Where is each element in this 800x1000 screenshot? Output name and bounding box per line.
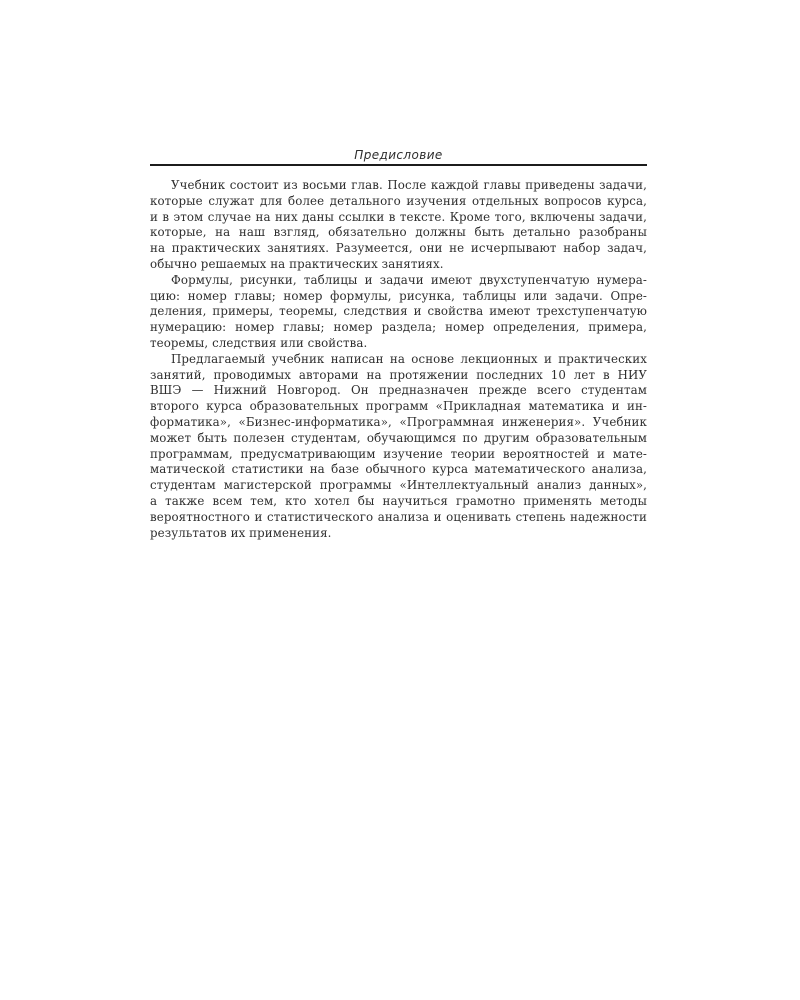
- text-line: может быть полезен студентам, обучающимся по другим образовательным: [150, 430, 647, 445]
- text-line: Учебник состоит из восьми глав. После каждой главы приведены задачи,: [171, 178, 647, 192]
- text-line: занятий, проводимых авторами на протяжении последних 10 лет в НИУ: [150, 367, 647, 382]
- text-line: цию: номер главы; номер формулы, рисунка, таблицы или задачи. Опре-: [150, 288, 647, 303]
- running-header-title: Предисловие: [354, 148, 443, 162]
- text-line: форматика», «Бизнес-информатика», «Программная инженерия». Учебник: [150, 414, 647, 429]
- paragraph: [150, 273, 647, 352]
- text-line: и в этом случае на них даны ссылки в тексте. Кроме того, включены задачи,: [150, 209, 647, 224]
- text-line: на практических занятиях. Разумеется, они не исчерпывают набор задач,: [150, 241, 647, 256]
- text-line: второго курса образовательных программ «Прикладная математика и ин-: [150, 399, 647, 414]
- text-line: вероятностного и статистического анализа и оценивать степень надежности: [150, 509, 647, 524]
- text-line: результатов их применения.: [150, 525, 332, 540]
- paragraph: [150, 352, 647, 542]
- page-content: [150, 146, 647, 541]
- text-line: нумерацию: номер главы; номер раздела; номер определения, примера,: [150, 320, 647, 335]
- header-rule: [150, 164, 647, 166]
- text-line: теоремы, следствия или свойства.: [150, 335, 368, 350]
- text-line: ВШЭ — Нижний Новгород. Он предназначен прежде всего студентам: [150, 383, 647, 398]
- text-line: которые, на наш взгляд, обязательно должны быть детально разобраны: [150, 225, 647, 240]
- text-line: студентам магистерской программы «Интеллектуальный анализ данных»,: [150, 478, 647, 493]
- text-line: Предлагаемый учебник написан на основе лекционных и практических: [171, 351, 647, 366]
- text-line: а также всем тем, кто хотел бы научиться грамотно применять методы: [150, 493, 647, 508]
- text-line: деления, примеры, теоремы, следствия и свойства имеют трехступенчатую: [150, 304, 647, 319]
- text-line: Формулы, рисунки, таблицы и задачи имеют двухступенчатую нумера-: [171, 272, 647, 287]
- body-text: [150, 178, 647, 541]
- running-header: [150, 146, 647, 162]
- text-line: которые служат для более детального изучения отдельных вопросов курса,: [150, 193, 647, 208]
- text-line: матической статистики на базе обычного курса математического анализа,: [150, 462, 647, 477]
- paragraph: [150, 178, 647, 273]
- text-line: программам, предусматривающим изучение теории вероятностей и мате-: [150, 446, 647, 461]
- text-line: обычно решаемых на практических занятиях.: [150, 256, 444, 271]
